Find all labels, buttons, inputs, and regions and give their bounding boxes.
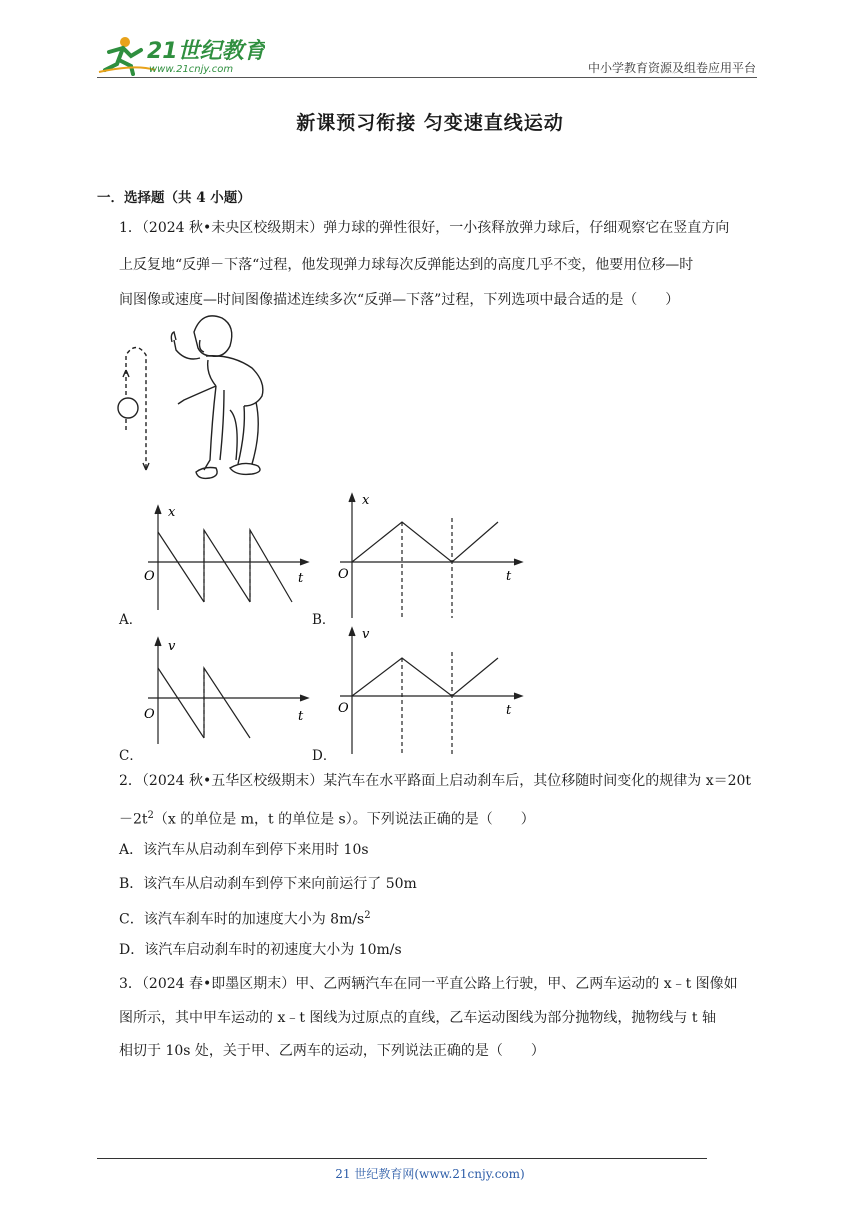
- graph-a-xt: [138, 502, 310, 618]
- graph-b-xt: [332, 490, 524, 624]
- platform-name: 中小学教育资源及组卷应用平台: [587, 61, 756, 75]
- svg-text:www.21cnjy.com: www.21cnjy.com: [149, 64, 234, 75]
- svg-text:O: O: [338, 567, 349, 582]
- svg-text:t: t: [506, 703, 512, 718]
- footer-link[interactable]: 21 世纪教育网(www.21cnjy.com): [335, 1167, 525, 1181]
- q2-option-d[interactable]: D．该汽车启动刹车时的初速度大小为 10m/s: [119, 942, 402, 958]
- q1-option-d[interactable]: D．: [312, 748, 337, 764]
- q1-stem-line3: 间图像或速度—时间图像描述连续多次“反弹—下落”过程，下列选项中最合适的是（ ）: [119, 292, 680, 308]
- svg-text:t: t: [506, 569, 512, 584]
- q2-option-b[interactable]: B．该汽车从启动刹车到停下来向前运行了 50m: [119, 876, 417, 892]
- q3-stem-line1: 3．（2024 春•即墨区期末）甲、乙两辆汽车在同一平直公路上行驶，甲、乙两车运动的 x﹣t 图像如: [119, 976, 738, 992]
- q1-stem-line2: 上反复地“反弹－下落“过程，他发现弹力球每次反弹能达到的高度几乎不变，他要用位移—时: [119, 257, 694, 273]
- svg-text:v: v: [168, 639, 176, 654]
- svg-text:O: O: [144, 569, 155, 584]
- site-logo: [95, 30, 265, 78]
- section-heading: 一．选择题（共 4 小题）: [97, 190, 251, 206]
- q1-option-a[interactable]: A．: [119, 612, 143, 628]
- header-divider: [97, 77, 757, 78]
- document-title: 新课预习衔接 匀变速直线运动: [296, 112, 564, 134]
- q1-option-c[interactable]: C．: [119, 748, 143, 764]
- svg-text:21世纪教育: 21世纪教育: [147, 39, 265, 64]
- q1-stem-line1: 1．（2024 秋•未央区校级期末）弹力球的弹性很好，一小孩释放弹力球后，仔细观察它在竖直方向: [119, 220, 730, 236]
- svg-text:x: x: [168, 505, 176, 520]
- q2-stem-line2: $-2t^2(x$ 的单位是 m，t 的单位是 s）。下列说法正确的是（ ）: [119, 810, 535, 828]
- graph-c-vt: [138, 634, 310, 750]
- child-ball-illustration: [112, 310, 282, 499]
- q2-option-a[interactable]: A．该汽车从启动刹车到停下来用时 10s: [119, 842, 369, 858]
- q2-option-c[interactable]: C．该汽车刹车时的加速度大小为 $8m/s^2$: [119, 910, 371, 928]
- svg-text:v: v: [362, 627, 370, 642]
- q2-stem-line1: 2．（2024 秋•五华区校级期末）某汽车在水平路面上启动刹车后，其位移随时间变化的规律为 x＝20t: [119, 773, 752, 789]
- q3-stem-line2: 图所示，其中甲车运动的 x﹣t 图线为过原点的直线，乙车运动图线为部分抛物线，抛物线与 t 轴: [119, 1010, 716, 1026]
- graph-d-vt: [332, 624, 524, 760]
- q1-option-b[interactable]: B．: [312, 612, 336, 628]
- q3-stem-line3: 相切于 10s 处，关于甲、乙两车的运动，下列说法正确的是（ ）: [119, 1043, 545, 1059]
- svg-text:O: O: [338, 701, 349, 716]
- svg-text:O: O: [144, 707, 155, 722]
- footer-divider: [97, 1158, 707, 1159]
- svg-text:x: x: [362, 493, 370, 508]
- svg-text:t: t: [298, 709, 304, 724]
- svg-text:t: t: [298, 571, 304, 586]
